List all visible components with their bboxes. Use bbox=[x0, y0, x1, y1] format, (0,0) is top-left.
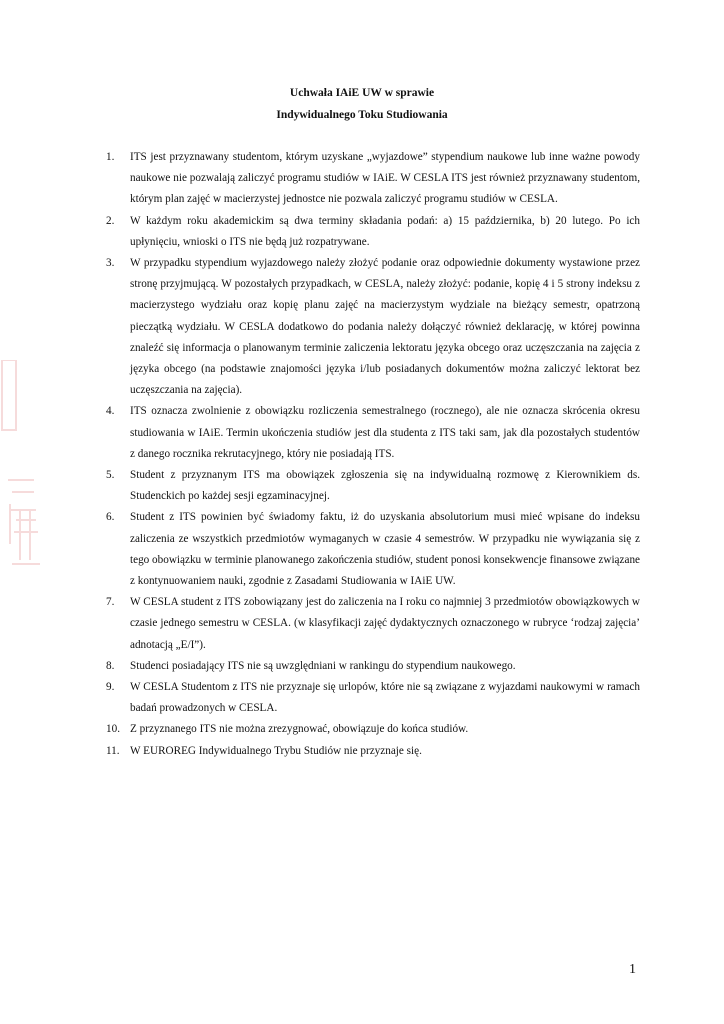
list-item-text: W EUROREG Indywidualnego Trybu Studiów nie przyznaje się. bbox=[130, 744, 422, 757]
list-item-text: Student z ITS powinien być świadomy faktu, iż do uzyskania absolutorium musi mieć wpisane do indeksu zaliczenia ze wszystkich przedmiotów wymaganych w czasie 4 semestrów. W przypadku nie wywiązania się z tego obowiązku w terminie planowanego zakończenia studiów, student ponosi konsekwencje finansowe związane z kontynuowaniem nauki, zgodnie z Zasadami Studiowania w IAiE UW. bbox=[130, 511, 641, 588]
rules-list bbox=[106, 147, 640, 762]
list-item-number: 10. bbox=[106, 723, 120, 736]
list-item-number: 4. bbox=[106, 405, 115, 418]
document-subtitle: Indywidualnego Toku Studiowania bbox=[276, 109, 448, 121]
list-item-text: W każdym roku akademickim są dwa terminy składania podań: a) 15 października, b) 20 lutego. Po ich upłynięciu, wnioski o ITS nie będą już rozpatrywane. bbox=[130, 214, 640, 248]
list-item-text: W CESLA student z ITS zobowiązany jest do zaliczenia na I roku co najmniej 3 przedmiotów obowiązkowych w czasie jednego semestru w CESLA. (w klasyfikacji zajęć dydaktycznych oznaczonego w rubryce ‘rodzaj zajęcia’ adnotacją „E/I”). bbox=[130, 596, 640, 651]
page-number: 1 bbox=[629, 962, 636, 977]
list-item-text: Z przyznanego ITS nie można zrezygnować, obowiązuje do końca studiów. bbox=[130, 723, 469, 736]
list-item bbox=[106, 147, 640, 211]
list-item-number: 1. bbox=[106, 151, 115, 163]
list-item-text: Student z przyznanym ITS ma obowiązek zgłoszenia się na indywidualną rozmowę z Kierownikiem ds. Studenckich po każdej sesji egzaminacyjnej. bbox=[130, 469, 640, 503]
list-item-text: ITS oznacza zwolnienie z obowiązku rozliczenia semestralnego (rocznego), ale nie oznacza skrócenia okresu studiowania w IAiE. Termin ukończenia studiów jest dla studenta z ITS taki sam, jak dla pozostałych studentów z danego rocznika rekrutacyjnego, który nie posiadają ITS. bbox=[130, 405, 640, 460]
list-item bbox=[106, 719, 640, 740]
list-item-number: 9. bbox=[106, 681, 115, 694]
list-item bbox=[106, 401, 640, 465]
list-item-number: 8. bbox=[106, 659, 115, 672]
list-item bbox=[106, 253, 640, 401]
list-item-number: 6. bbox=[106, 511, 115, 524]
list-item bbox=[106, 465, 640, 507]
watermark-stamp bbox=[0, 360, 46, 590]
document-title: Uchwała IAiE UW w sprawie bbox=[289, 87, 435, 99]
list-item-number: 5. bbox=[106, 469, 115, 482]
list-item-number: 11. bbox=[106, 744, 120, 757]
list-item bbox=[106, 211, 640, 253]
list-item-number: 2. bbox=[106, 214, 115, 227]
list-item-number: 7. bbox=[106, 596, 115, 609]
list-item-text: ITS jest przyznawany studentom, którym uzyskane „wyjazdowe” stypendium naukowe lub inne ważne powody naukowe nie pozwalają zaliczyć programu studiów w IAiE. W CESLA ITS jest również przyznawany studentom, którym plan zajęć w macierzystej jednostce nie pozwala zaliczyć programu studiów w CESLA. bbox=[130, 151, 640, 206]
list-item bbox=[106, 656, 640, 677]
list-item-text: W CESLA Studentom z ITS nie przyznaje się urlopów, które nie są związane z wyjazdami naukowymi w ramach badań prowadzonych w CESLA. bbox=[130, 681, 640, 715]
list-item-text: Studenci posiadający ITS nie są uwzględniani w rankingu do stypendium naukowego. bbox=[130, 659, 516, 672]
list-item bbox=[106, 677, 640, 719]
list-item-text: W przypadku stypendium wyjazdowego należy złożyć podanie oraz odpowiednie dokumenty wystawione przez stronę przyjmującą. W pozostałych przypadkach, w CESLA, należy złożyć: podanie, kopię 4 i 5 strony indeksu z macierzystego wydziału oraz kopię planu zajęć na macierzystym wydziale na bieżący semestr, opatrzoną pieczątką wydziału. W CESLA dodatkowo do podania należy dołączyć również deklarację, w której powinna znaleźć się informacja o planowanym terminie zaliczenia lektoratu języka obcego oraz uczęszczania na zajęcia z języka obcego (na podstawie znajomości języka i/lub posiadanych dokumentów można zaliczyć lektorat bez uczęszczania na zajęcia). bbox=[130, 257, 640, 397]
list-item bbox=[106, 741, 640, 762]
list-item bbox=[106, 592, 640, 656]
list-item bbox=[106, 507, 640, 592]
list-item-number: 3. bbox=[106, 257, 115, 270]
